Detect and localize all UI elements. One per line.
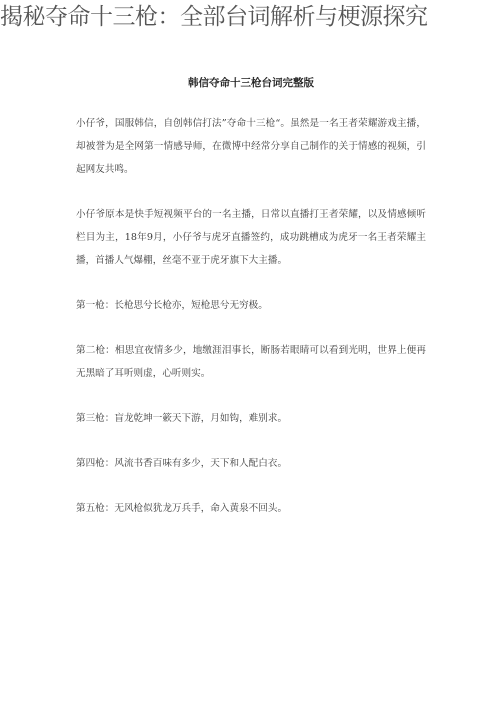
page-heading: 揭秘夺命十三枪：全部台词解析与梗源探究 [0,4,428,30]
spear-line-3: 第三枪：盲龙乾坤一簌天下游，月如钩，难别求。 [76,413,288,424]
spear-line-4: 第四枪：风流书香百味有多少，天下和人配白衣。 [76,458,288,469]
document-body [76,76,426,520]
document-title: 韩信夺命十三枪台词完整版 [188,77,314,89]
intro-paragraph-2: 小仔爷原本是快手短视频平台的一名主播，日常以直播打王者荣耀，以及情感倾听栏目为主，18年9月，小仔爷与虎牙直播签约，成功跳槽成为虎牙一名王者荣耀主播，首播人气爆棚，丝毫不亚于虎牙旗下大主播。 [76,209,426,266]
spear-line-5: 第五枪：无风枪似犹龙万兵手，命入黄泉不回头。 [76,503,288,514]
spear-line-2: 第二枪：相思宜夜情多少，地缴涯泪事长，断肠若眼睛可以看到光明，世界上便再无黑暗了耳听则虚，心听则实。 [76,345,426,379]
intro-paragraph-1: 小仔爷，国服韩信，自创韩信打法”夺命十三枪“。虽然是一名王者荣耀游戏主播，却被誉为是全网第一情感导师，在微博中经常分享自己制作的关于情感的视频，引起网友共鸣。 [76,118,426,175]
spear-line-1: 第一枪：长枪思兮长枪亦，短枪思兮无穷极。 [76,300,268,311]
